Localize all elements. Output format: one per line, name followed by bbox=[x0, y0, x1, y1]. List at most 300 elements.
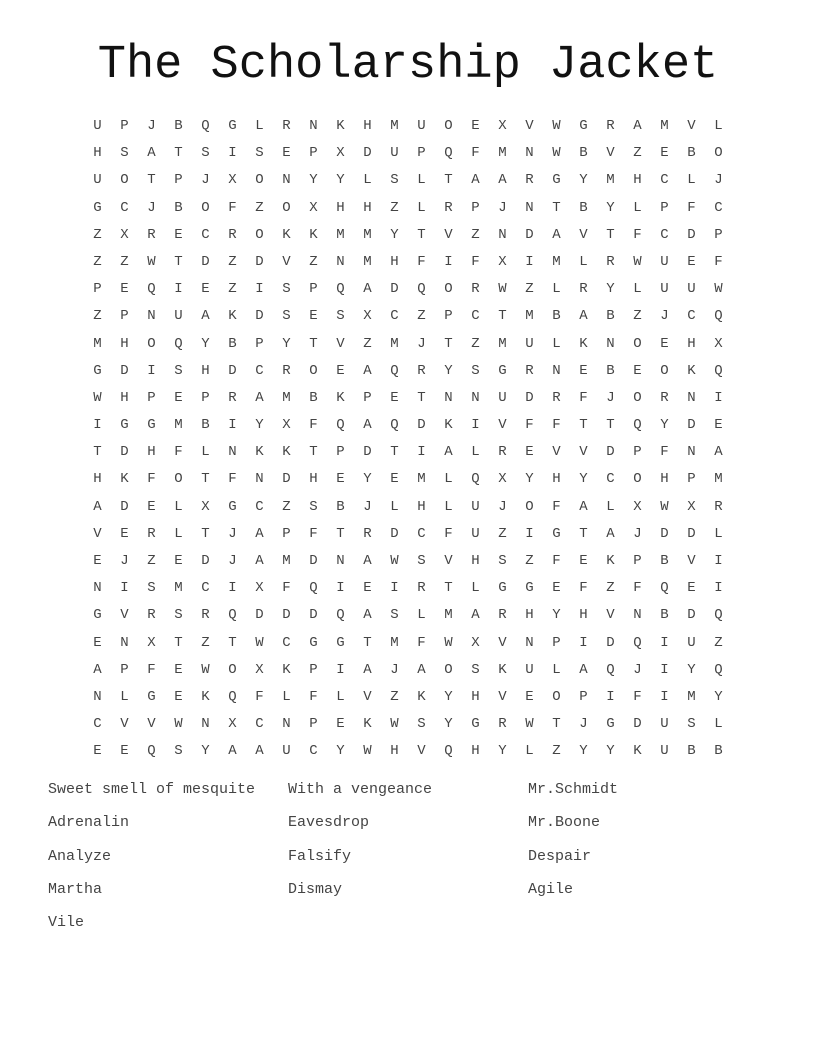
grid-letter[interactable]: A bbox=[498, 172, 507, 189]
grid-letter[interactable]: C bbox=[714, 199, 723, 216]
grid-letter[interactable]: A bbox=[579, 498, 588, 515]
grid-letter[interactable]: F bbox=[282, 580, 291, 597]
grid-letter[interactable]: T bbox=[174, 634, 183, 651]
grid-letter[interactable]: U bbox=[174, 308, 183, 325]
grid-letter[interactable]: D bbox=[390, 525, 399, 542]
grid-letter[interactable]: R bbox=[228, 226, 237, 243]
grid-letter[interactable]: G bbox=[552, 172, 561, 189]
grid-letter[interactable]: Z bbox=[552, 743, 561, 760]
grid-letter[interactable]: C bbox=[120, 199, 129, 216]
grid-letter[interactable]: U bbox=[660, 281, 669, 298]
grid-letter[interactable]: Z bbox=[93, 253, 102, 270]
grid-letter[interactable]: Y bbox=[687, 661, 696, 678]
grid-letter[interactable]: E bbox=[390, 471, 399, 488]
grid-letter[interactable]: A bbox=[633, 118, 642, 134]
grid-letter[interactable]: G bbox=[525, 580, 534, 597]
grid-letter[interactable]: P bbox=[552, 634, 561, 651]
grid-letter[interactable]: E bbox=[120, 525, 129, 542]
grid-letter[interactable]: D bbox=[363, 444, 372, 461]
grid-letter[interactable]: I bbox=[228, 417, 237, 434]
grid-letter[interactable]: P bbox=[579, 688, 588, 705]
grid-letter[interactable]: C bbox=[309, 743, 318, 760]
grid-letter[interactable]: L bbox=[444, 471, 453, 488]
grid-letter[interactable]: I bbox=[525, 525, 534, 542]
grid-letter[interactable]: A bbox=[255, 389, 264, 406]
grid-letter[interactable]: Q bbox=[606, 661, 615, 678]
grid-letter[interactable]: E bbox=[174, 553, 183, 569]
grid-letter[interactable]: O bbox=[255, 226, 264, 243]
grid-letter[interactable]: L bbox=[471, 444, 480, 461]
grid-letter[interactable]: V bbox=[417, 743, 426, 760]
grid-letter[interactable]: P bbox=[147, 389, 156, 406]
grid-letter[interactable]: S bbox=[174, 362, 183, 379]
grid-letter[interactable]: T bbox=[174, 253, 183, 270]
grid-letter[interactable]: J bbox=[579, 716, 588, 733]
grid-letter[interactable]: W bbox=[444, 634, 453, 651]
grid-letter[interactable]: Q bbox=[147, 743, 156, 760]
grid-letter[interactable]: E bbox=[687, 580, 696, 597]
grid-letter[interactable]: D bbox=[687, 607, 696, 624]
grid-letter[interactable]: L bbox=[552, 335, 561, 352]
grid-letter[interactable]: E bbox=[120, 281, 129, 298]
grid-letter[interactable]: W bbox=[255, 634, 264, 651]
grid-letter[interactable]: D bbox=[687, 525, 696, 542]
grid-letter[interactable]: R bbox=[282, 362, 291, 379]
grid-letter[interactable]: Y bbox=[606, 743, 615, 760]
grid-letter[interactable]: K bbox=[309, 226, 318, 243]
grid-letter[interactable]: U bbox=[660, 253, 669, 270]
grid-letter[interactable]: E bbox=[660, 335, 669, 352]
grid-letter[interactable]: J bbox=[714, 172, 723, 189]
grid-letter[interactable]: T bbox=[444, 335, 453, 352]
grid-letter[interactable]: Z bbox=[147, 553, 156, 569]
grid-letter[interactable]: H bbox=[336, 199, 345, 216]
grid-letter[interactable]: J bbox=[660, 308, 669, 325]
grid-letter[interactable]: Z bbox=[633, 308, 642, 325]
grid-letter[interactable]: M bbox=[390, 118, 399, 134]
grid-letter[interactable]: C bbox=[606, 471, 615, 488]
grid-letter[interactable]: T bbox=[606, 226, 615, 243]
grid-letter[interactable]: R bbox=[525, 362, 534, 379]
grid-letter[interactable]: S bbox=[390, 172, 399, 189]
grid-letter[interactable]: W bbox=[525, 716, 534, 733]
grid-letter[interactable]: N bbox=[255, 471, 264, 488]
grid-letter[interactable]: W bbox=[93, 389, 102, 406]
grid-letter[interactable]: J bbox=[201, 172, 210, 189]
grid-letter[interactable]: L bbox=[417, 199, 426, 216]
grid-letter[interactable]: D bbox=[120, 498, 129, 515]
grid-letter[interactable]: I bbox=[660, 634, 669, 651]
grid-letter[interactable]: U bbox=[525, 661, 534, 678]
grid-letter[interactable]: H bbox=[633, 172, 642, 189]
grid-letter[interactable]: Q bbox=[714, 661, 723, 678]
grid-letter[interactable]: I bbox=[174, 281, 183, 298]
grid-letter[interactable]: N bbox=[336, 553, 345, 569]
grid-letter[interactable]: V bbox=[606, 607, 615, 624]
grid-letter[interactable]: I bbox=[444, 253, 453, 270]
grid-letter[interactable]: O bbox=[309, 362, 318, 379]
grid-letter[interactable]: F bbox=[228, 199, 237, 216]
grid-letter[interactable]: O bbox=[120, 172, 129, 189]
grid-letter[interactable]: L bbox=[363, 172, 372, 189]
grid-letter[interactable]: R bbox=[147, 226, 156, 243]
grid-letter[interactable]: T bbox=[579, 417, 588, 434]
grid-letter[interactable]: W bbox=[552, 118, 561, 134]
grid-letter[interactable]: M bbox=[444, 607, 453, 624]
grid-letter[interactable]: I bbox=[660, 661, 669, 678]
grid-letter[interactable]: M bbox=[174, 417, 183, 434]
grid-letter[interactable]: W bbox=[147, 253, 156, 270]
grid-letter[interactable]: I bbox=[579, 634, 588, 651]
grid-letter[interactable]: R bbox=[363, 525, 372, 542]
grid-letter[interactable]: G bbox=[120, 417, 129, 434]
grid-letter[interactable]: S bbox=[174, 607, 183, 624]
grid-letter[interactable]: U bbox=[687, 634, 696, 651]
grid-letter[interactable]: N bbox=[525, 199, 534, 216]
grid-letter[interactable]: D bbox=[417, 417, 426, 434]
grid-letter[interactable]: Q bbox=[660, 580, 669, 597]
grid-letter[interactable]: O bbox=[282, 199, 291, 216]
grid-letter[interactable]: H bbox=[471, 743, 480, 760]
grid-letter[interactable]: B bbox=[687, 743, 696, 760]
grid-letter[interactable]: U bbox=[660, 743, 669, 760]
grid-letter[interactable]: H bbox=[390, 743, 399, 760]
grid-letter[interactable]: Q bbox=[444, 145, 453, 162]
grid-letter[interactable]: M bbox=[417, 471, 426, 488]
grid-letter[interactable]: J bbox=[147, 199, 156, 216]
grid-letter[interactable]: I bbox=[228, 580, 237, 597]
grid-letter[interactable]: Q bbox=[309, 580, 318, 597]
grid-letter[interactable]: D bbox=[687, 417, 696, 434]
grid-letter[interactable]: S bbox=[471, 362, 480, 379]
grid-letter[interactable]: P bbox=[417, 145, 426, 162]
grid-letter[interactable]: K bbox=[336, 118, 345, 134]
grid-letter[interactable]: Z bbox=[606, 580, 615, 597]
grid-letter[interactable]: B bbox=[606, 308, 615, 325]
grid-letter[interactable]: N bbox=[336, 253, 345, 270]
grid-letter[interactable]: K bbox=[201, 688, 210, 705]
grid-letter[interactable]: E bbox=[93, 743, 102, 760]
grid-letter[interactable]: G bbox=[552, 525, 561, 542]
grid-letter[interactable]: D bbox=[687, 226, 696, 243]
grid-letter[interactable]: A bbox=[255, 525, 264, 542]
grid-letter[interactable]: Y bbox=[336, 172, 345, 189]
grid-letter[interactable]: I bbox=[714, 580, 723, 597]
grid-letter[interactable]: N bbox=[687, 389, 696, 406]
grid-letter[interactable]: T bbox=[444, 172, 453, 189]
grid-letter[interactable]: M bbox=[552, 253, 561, 270]
grid-letter[interactable]: U bbox=[93, 172, 102, 189]
grid-letter[interactable]: F bbox=[444, 525, 453, 542]
grid-letter[interactable]: B bbox=[174, 118, 183, 134]
grid-letter[interactable]: A bbox=[579, 308, 588, 325]
grid-letter[interactable]: G bbox=[498, 580, 507, 597]
grid-letter[interactable]: K bbox=[498, 661, 507, 678]
grid-letter[interactable]: O bbox=[714, 145, 723, 162]
grid-letter[interactable]: M bbox=[714, 471, 723, 488]
grid-letter[interactable]: N bbox=[525, 634, 534, 651]
grid-letter[interactable]: V bbox=[336, 335, 345, 352]
grid-letter[interactable]: N bbox=[309, 118, 318, 134]
grid-letter[interactable]: O bbox=[633, 335, 642, 352]
grid-letter[interactable]: Y bbox=[714, 688, 723, 705]
grid-letter[interactable]: T bbox=[498, 308, 507, 325]
grid-letter[interactable]: A bbox=[363, 362, 372, 379]
grid-letter[interactable]: L bbox=[552, 661, 561, 678]
grid-letter[interactable]: F bbox=[417, 634, 426, 651]
grid-letter[interactable]: Z bbox=[390, 688, 399, 705]
grid-letter[interactable]: K bbox=[444, 417, 453, 434]
grid-letter[interactable]: F bbox=[417, 253, 426, 270]
grid-letter[interactable]: E bbox=[174, 688, 183, 705]
grid-letter[interactable]: M bbox=[363, 253, 372, 270]
grid-letter[interactable]: O bbox=[633, 471, 642, 488]
grid-letter[interactable]: Q bbox=[174, 335, 183, 352]
grid-letter[interactable]: E bbox=[552, 580, 561, 597]
grid-letter[interactable]: E bbox=[174, 661, 183, 678]
grid-letter[interactable]: E bbox=[525, 688, 534, 705]
grid-letter[interactable]: N bbox=[606, 335, 615, 352]
grid-letter[interactable]: C bbox=[660, 172, 669, 189]
grid-letter[interactable]: P bbox=[120, 661, 129, 678]
grid-letter[interactable]: P bbox=[309, 145, 318, 162]
grid-letter[interactable]: K bbox=[120, 471, 129, 488]
grid-letter[interactable]: B bbox=[552, 308, 561, 325]
grid-letter[interactable]: O bbox=[525, 498, 534, 515]
grid-letter[interactable]: I bbox=[417, 444, 426, 461]
grid-letter[interactable]: V bbox=[444, 226, 453, 243]
grid-letter[interactable]: V bbox=[498, 634, 507, 651]
grid-letter[interactable]: D bbox=[633, 716, 642, 733]
grid-letter[interactable]: I bbox=[390, 580, 399, 597]
grid-letter[interactable]: P bbox=[660, 199, 669, 216]
grid-letter[interactable]: X bbox=[255, 661, 264, 678]
grid-letter[interactable]: O bbox=[660, 362, 669, 379]
grid-letter[interactable]: L bbox=[579, 253, 588, 270]
grid-letter[interactable]: P bbox=[201, 389, 210, 406]
grid-letter[interactable]: U bbox=[471, 525, 480, 542]
grid-letter[interactable]: R bbox=[660, 389, 669, 406]
grid-letter[interactable]: Y bbox=[579, 471, 588, 488]
grid-letter[interactable]: L bbox=[174, 525, 183, 542]
grid-letter[interactable]: T bbox=[309, 335, 318, 352]
grid-letter[interactable]: V bbox=[579, 444, 588, 461]
grid-letter[interactable]: X bbox=[309, 199, 318, 216]
grid-letter[interactable]: Q bbox=[147, 281, 156, 298]
grid-letter[interactable]: F bbox=[174, 444, 183, 461]
grid-letter[interactable]: C bbox=[282, 634, 291, 651]
grid-letter[interactable]: L bbox=[633, 199, 642, 216]
grid-letter[interactable]: E bbox=[471, 118, 480, 134]
grid-letter[interactable]: Z bbox=[471, 226, 480, 243]
grid-letter[interactable]: M bbox=[606, 172, 615, 189]
grid-letter[interactable]: Y bbox=[444, 688, 453, 705]
grid-letter[interactable]: F bbox=[309, 417, 318, 434]
grid-letter[interactable]: R bbox=[525, 172, 534, 189]
grid-letter[interactable]: K bbox=[633, 743, 642, 760]
grid-letter[interactable]: W bbox=[174, 716, 183, 733]
grid-letter[interactable]: S bbox=[417, 553, 426, 569]
grid-letter[interactable]: Q bbox=[417, 281, 426, 298]
grid-letter[interactable]: H bbox=[363, 199, 372, 216]
grid-letter[interactable]: V bbox=[120, 716, 129, 733]
grid-letter[interactable]: K bbox=[687, 362, 696, 379]
grid-letter[interactable]: R bbox=[579, 281, 588, 298]
grid-letter[interactable]: M bbox=[93, 335, 102, 352]
grid-letter[interactable]: C bbox=[255, 498, 264, 515]
grid-letter[interactable]: Z bbox=[282, 498, 291, 515]
grid-letter[interactable]: B bbox=[660, 607, 669, 624]
grid-letter[interactable]: D bbox=[282, 471, 291, 488]
grid-letter[interactable]: L bbox=[174, 498, 183, 515]
grid-letter[interactable]: W bbox=[363, 743, 372, 760]
grid-letter[interactable]: T bbox=[201, 471, 210, 488]
grid-letter[interactable]: T bbox=[417, 389, 426, 406]
grid-letter[interactable]: L bbox=[606, 498, 615, 515]
grid-letter[interactable]: A bbox=[417, 661, 426, 678]
grid-letter[interactable]: G bbox=[498, 362, 507, 379]
grid-letter[interactable]: K bbox=[579, 335, 588, 352]
grid-letter[interactable]: S bbox=[390, 607, 399, 624]
grid-letter[interactable]: S bbox=[201, 145, 210, 162]
grid-letter[interactable]: Y bbox=[579, 743, 588, 760]
grid-letter[interactable]: G bbox=[336, 634, 345, 651]
grid-letter[interactable]: C bbox=[417, 525, 426, 542]
grid-letter[interactable]: A bbox=[444, 444, 453, 461]
grid-letter[interactable]: X bbox=[498, 471, 507, 488]
grid-letter[interactable]: U bbox=[417, 118, 426, 134]
grid-letter[interactable]: K bbox=[255, 444, 264, 461]
grid-letter[interactable]: Y bbox=[390, 226, 399, 243]
grid-letter[interactable]: H bbox=[552, 471, 561, 488]
grid-letter[interactable]: C bbox=[201, 580, 210, 597]
grid-letter[interactable]: P bbox=[174, 172, 183, 189]
grid-letter[interactable]: L bbox=[525, 743, 534, 760]
grid-letter[interactable]: I bbox=[606, 688, 615, 705]
grid-letter[interactable]: H bbox=[687, 335, 696, 352]
grid-letter[interactable]: X bbox=[498, 253, 507, 270]
grid-letter[interactable]: Y bbox=[552, 607, 561, 624]
grid-letter[interactable]: O bbox=[633, 389, 642, 406]
grid-letter[interactable]: D bbox=[255, 308, 264, 325]
grid-letter[interactable]: F bbox=[687, 199, 696, 216]
grid-letter[interactable]: K bbox=[336, 389, 345, 406]
grid-letter[interactable]: G bbox=[228, 118, 237, 134]
grid-letter[interactable]: I bbox=[255, 281, 264, 298]
grid-letter[interactable]: P bbox=[309, 281, 318, 298]
grid-letter[interactable]: K bbox=[282, 226, 291, 243]
grid-letter[interactable]: A bbox=[471, 607, 480, 624]
grid-letter[interactable]: F bbox=[147, 661, 156, 678]
grid-letter[interactable]: B bbox=[687, 145, 696, 162]
grid-letter[interactable]: I bbox=[93, 417, 102, 434]
grid-letter[interactable]: F bbox=[471, 145, 480, 162]
grid-letter[interactable]: I bbox=[660, 688, 669, 705]
grid-letter[interactable]: S bbox=[687, 716, 696, 733]
grid-letter[interactable]: H bbox=[660, 471, 669, 488]
grid-letter[interactable]: H bbox=[525, 607, 534, 624]
grid-letter[interactable]: Z bbox=[93, 226, 102, 243]
grid-letter[interactable]: J bbox=[633, 525, 642, 542]
grid-letter[interactable]: L bbox=[120, 688, 129, 705]
grid-letter[interactable]: P bbox=[93, 281, 102, 298]
grid-letter[interactable]: W bbox=[390, 553, 399, 569]
grid-letter[interactable]: M bbox=[498, 145, 507, 162]
grid-letter[interactable]: C bbox=[687, 308, 696, 325]
grid-letter[interactable]: O bbox=[444, 118, 453, 134]
grid-letter[interactable]: R bbox=[201, 607, 210, 624]
grid-letter[interactable]: M bbox=[498, 335, 507, 352]
grid-letter[interactable]: Y bbox=[660, 417, 669, 434]
grid-letter[interactable]: T bbox=[363, 634, 372, 651]
grid-letter[interactable]: F bbox=[552, 498, 561, 515]
grid-letter[interactable]: X bbox=[228, 716, 237, 733]
grid-letter[interactable]: E bbox=[309, 308, 318, 325]
grid-letter[interactable]: Z bbox=[363, 335, 372, 352]
grid-letter[interactable]: X bbox=[714, 335, 723, 352]
grid-letter[interactable]: V bbox=[552, 444, 561, 461]
grid-letter[interactable]: L bbox=[282, 688, 291, 705]
grid-letter[interactable]: R bbox=[282, 118, 291, 134]
grid-letter[interactable]: B bbox=[201, 417, 210, 434]
grid-letter[interactable]: N bbox=[201, 716, 210, 733]
grid-letter[interactable]: Q bbox=[714, 607, 723, 624]
grid-letter[interactable]: Q bbox=[201, 118, 210, 134]
grid-letter[interactable]: M bbox=[687, 688, 696, 705]
grid-letter[interactable]: F bbox=[633, 688, 642, 705]
grid-letter[interactable]: U bbox=[687, 281, 696, 298]
grid-letter[interactable]: J bbox=[147, 118, 156, 134]
grid-letter[interactable]: E bbox=[147, 498, 156, 515]
grid-letter[interactable]: L bbox=[336, 688, 345, 705]
grid-letter[interactable]: H bbox=[471, 553, 480, 569]
grid-letter[interactable]: P bbox=[120, 118, 129, 134]
grid-letter[interactable]: F bbox=[552, 553, 561, 569]
grid-letter[interactable]: D bbox=[282, 607, 291, 624]
grid-letter[interactable]: K bbox=[606, 553, 615, 569]
grid-letter[interactable]: Z bbox=[633, 145, 642, 162]
grid-letter[interactable]: R bbox=[498, 607, 507, 624]
grid-letter[interactable]: N bbox=[498, 226, 507, 243]
grid-letter[interactable]: Z bbox=[201, 634, 210, 651]
grid-letter[interactable]: F bbox=[147, 471, 156, 488]
grid-letter[interactable]: F bbox=[660, 444, 669, 461]
grid-letter[interactable]: L bbox=[687, 172, 696, 189]
grid-letter[interactable]: Y bbox=[282, 335, 291, 352]
grid-letter[interactable]: E bbox=[336, 362, 345, 379]
grid-letter[interactable]: D bbox=[255, 607, 264, 624]
grid-letter[interactable]: K bbox=[282, 661, 291, 678]
grid-letter[interactable]: Y bbox=[606, 281, 615, 298]
grid-letter[interactable]: M bbox=[174, 580, 183, 597]
grid-letter[interactable]: B bbox=[579, 145, 588, 162]
grid-letter[interactable]: Y bbox=[525, 471, 534, 488]
grid-letter[interactable]: L bbox=[714, 118, 723, 134]
grid-letter[interactable]: A bbox=[363, 607, 372, 624]
grid-letter[interactable]: N bbox=[93, 688, 102, 705]
grid-letter[interactable]: D bbox=[228, 362, 237, 379]
grid-letter[interactable]: T bbox=[552, 199, 561, 216]
grid-letter[interactable]: W bbox=[498, 281, 507, 298]
grid-letter[interactable]: Z bbox=[498, 525, 507, 542]
grid-letter[interactable]: T bbox=[390, 444, 399, 461]
grid-letter[interactable]: Q bbox=[390, 417, 399, 434]
grid-letter[interactable]: H bbox=[201, 362, 210, 379]
grid-letter[interactable]: L bbox=[714, 716, 723, 733]
grid-letter[interactable]: J bbox=[417, 335, 426, 352]
grid-letter[interactable]: Z bbox=[471, 335, 480, 352]
grid-letter[interactable]: X bbox=[228, 172, 237, 189]
